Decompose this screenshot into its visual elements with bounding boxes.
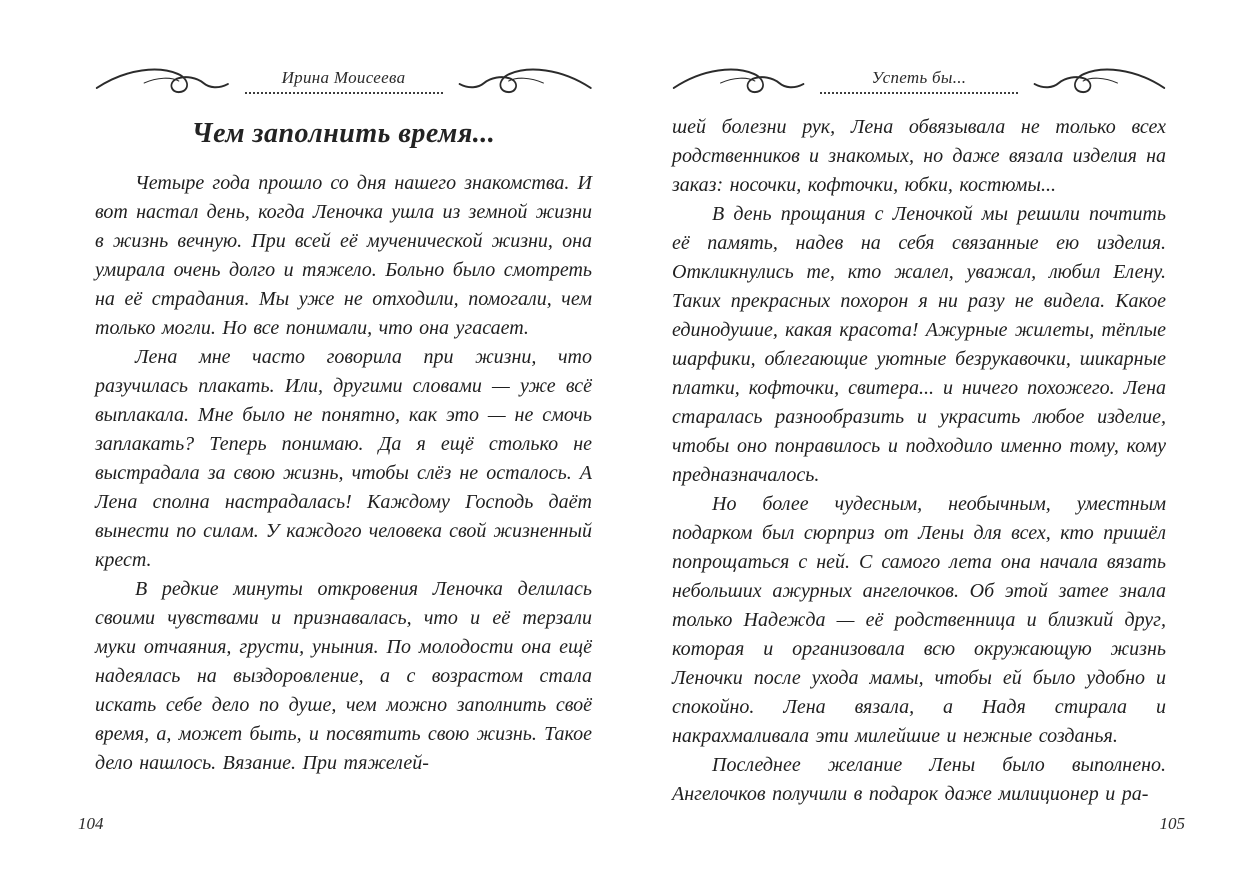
paragraph: Четыре года прошло со дня нашего знакомства. И вот настал день, когда Леночка ушла из земной жизни в жизнь вечную. При всей её мученической жизни, она умирала очень долго и тяжело. Больно было смотреть на её страдания. Мы уже не отходили, помогали, чем только могли. Но все понимали, что она угасает. (95, 172, 592, 339)
left-page-body (95, 169, 592, 778)
left-header-dotted-rule (245, 92, 443, 94)
left-header-center (239, 68, 449, 94)
right-header-book-title: Успеть бы... (871, 68, 967, 87)
left-page-number: 104 (78, 814, 104, 833)
right-page (672, 60, 1166, 809)
swash-right-icon (1032, 64, 1166, 98)
right-page-body (672, 113, 1166, 809)
right-header-center (814, 68, 1024, 94)
paragraph: Последнее желание Лены было выполнено. Ангелочков получили в подарок даже милиционер и ра- (672, 754, 1166, 805)
left-running-header (95, 60, 592, 102)
left-header-author: Ирина Моисеева (281, 68, 406, 87)
right-running-header (672, 60, 1166, 102)
paragraph: В день прощания с Леночкой мы решили почтить её память, надев на себя связанные ею изделия. Откликнулись те, кто жалел, уважал, любил Елену. Таких прекрасных похорон я ни разу не видела. Какое единодушие, какая красота! Ажурные жилеты, тёплые шарфики, облегающие уютные безрукавочки, шикарные платки, кофточки, свитера... и ничего похожего. Лена старалась разнообразить и украсить любое изделие, чтобы оно понравилось и подходило именно тому, кому предназначалось. (672, 203, 1166, 486)
paragraph-continuation: шей болезни рук, Лена обвязывала не только всех родственников и знакомых, но даже вязала изделия на заказ: носочки, кофточки, юбки, костюмы... (672, 116, 1166, 196)
right-page-number: 105 (1159, 814, 1185, 833)
paragraph: Лена мне часто говорила при жизни, что разучилась плакать. Или, другими словами — уже всё выплакала. Мне было не понятно, как это — не смочь заплакать? Теперь понимаю. Да я ещё столько не выстрадала за свою жизнь, чтобы слёз не осталось. А Лена сполна настрадалась! Каждому Господь даёт вынести по силам. У каждого человека свой жизненный крест. (95, 346, 592, 571)
paragraph: В редкие минуты откровения Леночка делилась своими чувствами и признавалась, что и её терзали муки отчаяния, грусти, уныния. По молодости она ещё надеялась на выздоровление, а с возрастом стала искать себе дело по душе, чем можно заполнить своё время, а, может быть, и посвятить свою жизнь. Такое дело нашлось. Вязание. При тяжелей- (95, 578, 592, 774)
chapter-title: Чем заполнить время... (191, 118, 496, 149)
paragraph: Но более чудесным, необычным, уместным подарком был сюрприз от Лены для всех, кто пришёл попрощаться с ней. С самого лета она начала вязать небольших ажурных ангелочков. Об этой затее знала только Надежда — её родственница и близкий друг, которая и организовала всю окружающую жизнь Леночки после ухода мамы, чтобы ей было удобно и спокойно. Лена вязала, а Надя стирала и накрахмаливала эти милейшие и нежные созданья. (672, 493, 1166, 747)
swash-right-icon (457, 64, 593, 98)
right-header-dotted-rule (820, 92, 1018, 94)
left-page (95, 60, 592, 778)
swash-left-icon (95, 64, 231, 98)
swash-left-icon (672, 64, 806, 98)
